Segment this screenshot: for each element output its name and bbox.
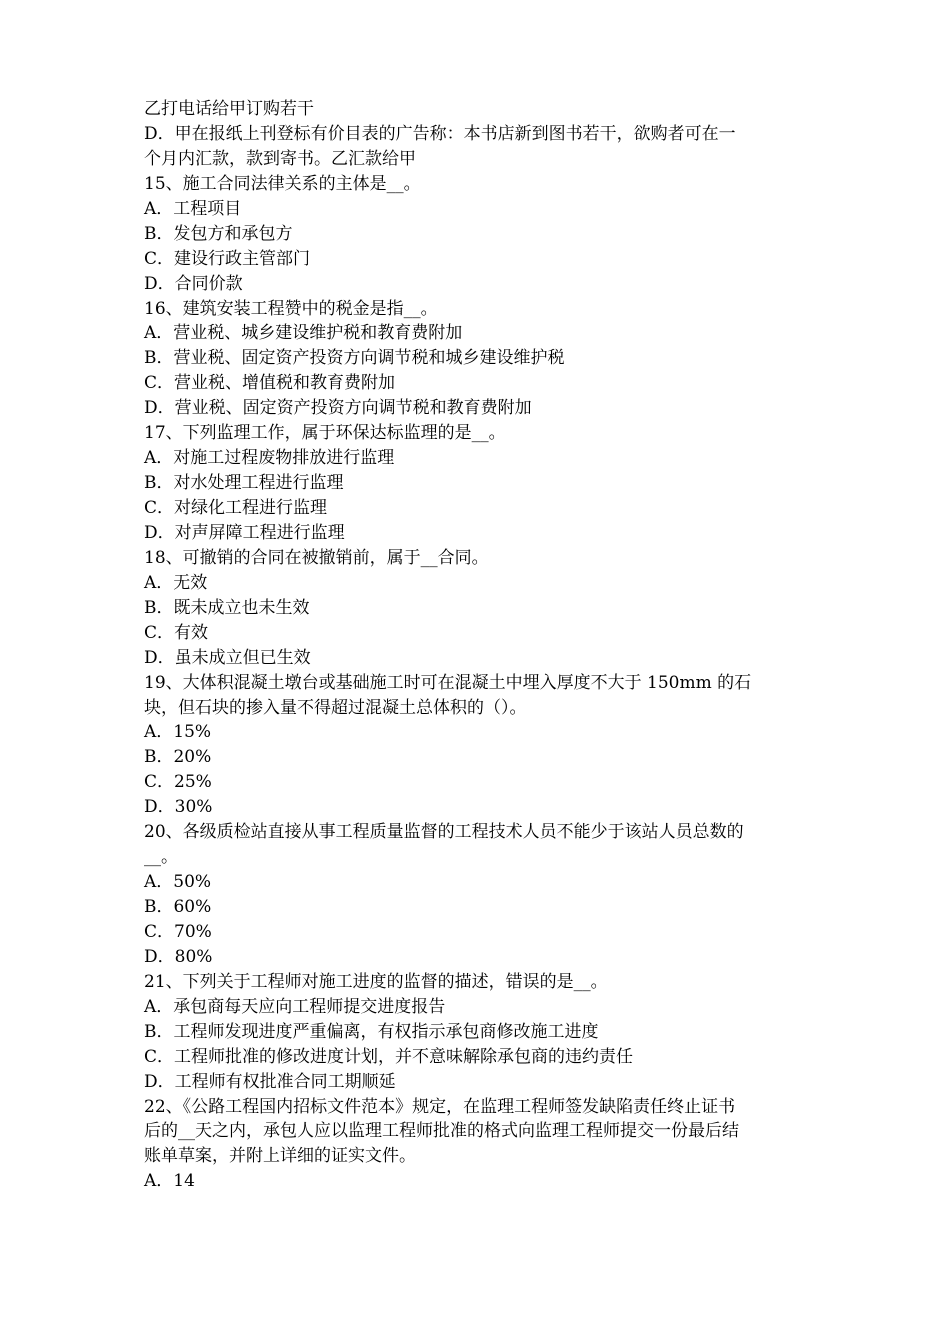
option-c: C．工程师批准的修改进度计划，并不意味解除承包商的违约责任 bbox=[144, 1046, 634, 1067]
option-c: C．对绿化工程进行监理 bbox=[144, 498, 328, 518]
option-b: B．60% bbox=[144, 897, 212, 917]
option-b: B．20% bbox=[144, 747, 212, 768]
option-a: A．无效 bbox=[144, 572, 208, 593]
option-a: A．营业税、城乡建设维护税和教育费附加 bbox=[144, 323, 463, 344]
option-a: A．50% bbox=[144, 872, 212, 893]
option-d: D．30% bbox=[144, 797, 213, 818]
option-a: A．承包商每天应向工程师提交进度报告 bbox=[144, 996, 446, 1017]
option-d: D．对声屏障工程进行监理 bbox=[144, 522, 345, 543]
option-b: B．工程师发现进度严重偏离，有权指示承包商修改施工进度 bbox=[144, 1021, 599, 1042]
question-15: 15、施工合同法律关系的主体是__。 bbox=[144, 173, 421, 194]
question-18: 18、可撤销的合同在被撤销前，属于__合同。 bbox=[144, 547, 489, 568]
option-a: A．对施工过程废物排放进行监理 bbox=[144, 448, 395, 469]
question-20-cont: __。 bbox=[144, 847, 178, 868]
option-c: C．有效 bbox=[144, 622, 209, 643]
question-19-cont: 块，但石块的掺入量不得超过混凝土总体积的（）。 bbox=[144, 697, 527, 718]
option-d: D．虽未成立但已生效 bbox=[144, 647, 311, 668]
option-d: D．80% bbox=[144, 946, 213, 967]
option-b: B．对水处理工程进行监理 bbox=[144, 473, 344, 494]
question-19: 19、大体积混凝土墩台或基础施工时可在混凝土中埋入厚度不大于 150mm 的石 bbox=[144, 672, 752, 693]
option-a: A．15% bbox=[144, 722, 212, 743]
option-c: C．70% bbox=[144, 921, 212, 942]
option-d: D．工程师有权批准合同工期顺延 bbox=[144, 1071, 396, 1092]
text-line: 个月内汇款，款到寄书。乙汇款给甲 bbox=[144, 148, 416, 169]
option-b: B．发包方和承包方 bbox=[144, 223, 293, 244]
document-page bbox=[144, 97, 810, 1194]
option-b: B．营业税、固定资产投资方向调节税和城乡建设维护税 bbox=[144, 348, 565, 369]
text-line: D．甲在报纸上刊登标有价目表的广告称：本书店新到图书若干，欲购者可在一 bbox=[144, 123, 736, 144]
question-21: 21、下列关于工程师对施工进度的监督的描述，错误的是__。 bbox=[144, 971, 608, 992]
option-c: C．25% bbox=[144, 772, 212, 793]
question-22: 22、《公路工程国内招标文件范本》规定，在监理工程师签发缺陷责任终止证书 bbox=[144, 1096, 736, 1117]
question-22-cont: 后的__天之内，承包人应以监理工程师批准的格式向监理工程师提交一份最后结 bbox=[144, 1121, 739, 1142]
option-d: D．合同价款 bbox=[144, 273, 243, 294]
question-17: 17、下列监理工作，属于环保达标监理的是__。 bbox=[144, 423, 506, 444]
option-b: B．既未成立也未生效 bbox=[144, 597, 310, 618]
option-d: D．营业税、固定资产投资方向调节税和教育费附加 bbox=[144, 398, 532, 419]
question-20: 20、各级质检站直接从事工程质量监督的工程技术人员不能少于该站人员总数的 bbox=[144, 822, 744, 843]
text-line: 乙打电话给甲订购若干 bbox=[144, 99, 314, 119]
question-22-cont: 账单草案，并附上详细的证实文件。 bbox=[144, 1146, 416, 1167]
option-a: A．工程项目 bbox=[144, 198, 242, 219]
option-a: A．14 bbox=[144, 1171, 195, 1192]
question-16: 16、建筑安装工程赞中的税金是指__。 bbox=[144, 298, 438, 319]
option-c: C．营业税、增值税和教育费附加 bbox=[144, 373, 396, 394]
option-c: C．建设行政主管部门 bbox=[144, 248, 311, 269]
